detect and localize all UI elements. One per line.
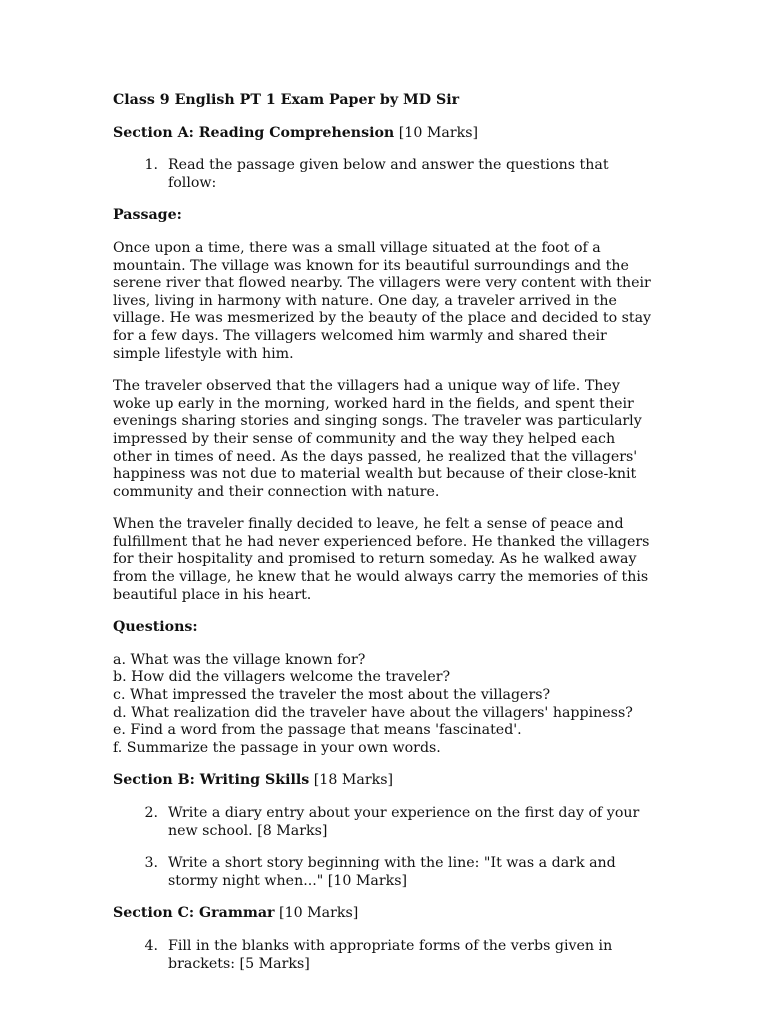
section-b-marks: [18 Marks]	[313, 772, 394, 789]
page-title: Class 9 English PT 1 Exam Paper by MD Sir	[113, 92, 460, 108]
questions-list	[113, 652, 658, 758]
section-a-name: Section A: Reading Comprehension	[113, 124, 395, 141]
question-text: Write a diary entry about your experience on the first day of your new school. [8 Marks]	[168, 805, 640, 839]
section-c-marks: [10 Marks]	[279, 905, 359, 922]
list-item: e. Find a word from the passage that means 'fascinated'.	[113, 722, 522, 739]
list-item: d. What realization did the traveler have about the villagers' happiness?	[113, 704, 633, 721]
section-a-heading	[113, 125, 658, 143]
section-a-marks: [10 Marks]	[398, 124, 479, 141]
section-b-name: Section B: Writing Skills	[113, 772, 310, 789]
list-item: a. What was the village known for?	[113, 651, 366, 668]
question-item-1	[113, 157, 658, 192]
question-item-3	[113, 855, 658, 890]
question-text: Write a short story beginning with the line: "It was a dark and stormy night when..." [10 Marks]	[168, 855, 616, 889]
passage-paragraph-2: The traveler observed that the villagers had a unique way of life. They woke up early in the morning, worked hard in the fields, and spent their evenings sharing stories and singing songs. The traveler was particularly impressed by their sense of community and the way they helped each other in times of need. As the days passed, he realized that the villagers' happiness was not due to material wealth but because of their close-knit community and their connection with nature.	[113, 378, 642, 500]
questions-label: Questions:	[113, 619, 198, 636]
exam-paper	[113, 92, 658, 988]
passage-label: Passage:	[113, 207, 182, 224]
list-item: c. What impressed the traveler the most about the villagers?	[113, 687, 551, 704]
question-number: 4.	[144, 937, 158, 954]
question-text: Read the passage given below and answer the questions that follow:	[168, 157, 609, 191]
list-item: f. Summarize the passage in your own words.	[113, 739, 441, 756]
passage-paragraph-3: When the traveler finally decided to leave, he felt a sense of peace and fulfillment that he had never experienced before. He thanked the villagers for their hospitality and promised to return someday. As he walked away from the village, he knew that he would always carry the memories of this beautiful place in his heart.	[113, 516, 650, 603]
section-b-heading	[113, 772, 658, 790]
question-item-2	[113, 805, 658, 840]
question-number: 1.	[144, 157, 158, 174]
question-item-4	[113, 938, 658, 973]
section-c-name: Section C: Grammar	[113, 905, 275, 922]
question-text: Fill in the blanks with appropriate forms of the verbs given in brackets: [5 Marks]	[168, 937, 613, 972]
question-number: 3.	[144, 855, 158, 872]
question-number: 2.	[144, 805, 158, 821]
section-c-heading	[113, 905, 658, 923]
list-item: b. How did the villagers welcome the traveler?	[113, 669, 451, 686]
passage-paragraph-1: Once upon a time, there was a small village situated at the foot of a mountain. The village was known for its beautiful surroundings and the serene river that flowed nearby. The villagers were very content with their lives, living in harmony with nature. One day, a traveler arrived in the village. He was mesmerized by the beauty of the place and decided to stay for a few days. The villagers welcomed him warmly and shared their simple lifestyle with him.	[113, 239, 652, 362]
